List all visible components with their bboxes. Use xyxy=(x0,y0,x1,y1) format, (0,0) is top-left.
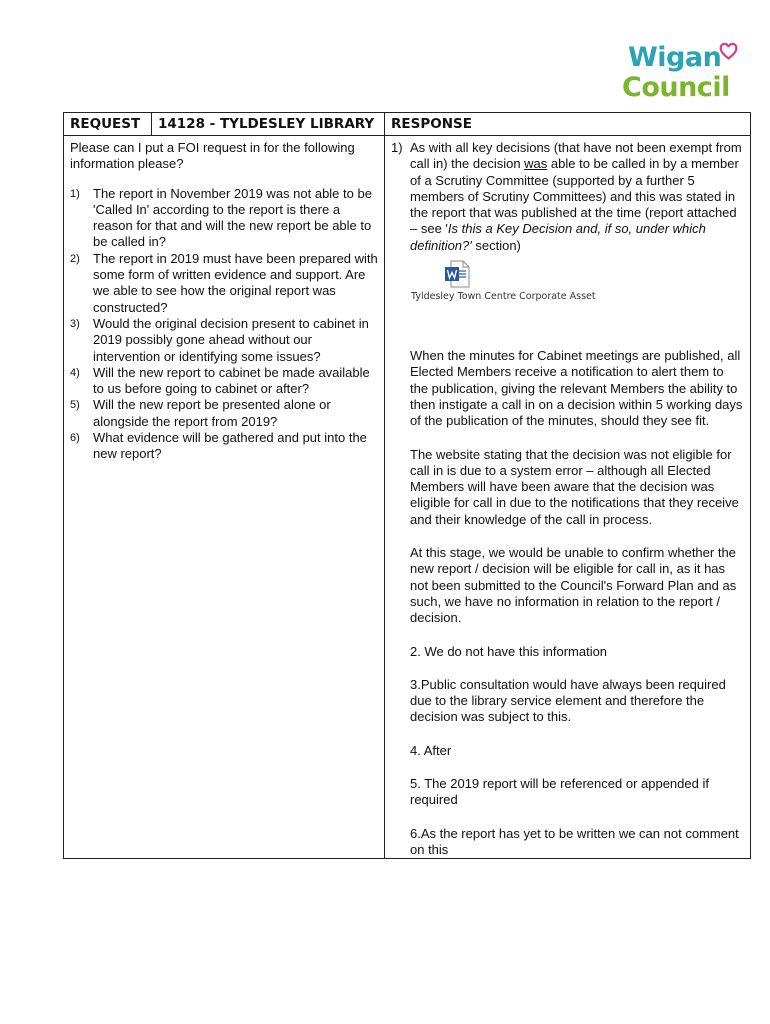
question-item: 5) Will the new report be presented alone or alongside the report from 2019? xyxy=(70,397,331,429)
response-6: 6.As the report has yet to be written we can not comment on this xyxy=(410,825,739,857)
response-minutes: When the minutes for Cabinet meetings are published, all Elected Members receive a notification to alert them to the publication, giving the relevant Members the ability to then instigate a call in on a decision within 5 working days of the publication of the minutes, should they see fit. xyxy=(410,348,743,429)
response-4: 4. After xyxy=(410,742,452,758)
question-item: 2) The report in 2019 must have been prepared with some form of written evidence and support. Are we able to see how the original report was constructed? xyxy=(70,250,378,315)
request-label: REQUEST xyxy=(64,113,152,136)
attachment[interactable] xyxy=(411,258,596,334)
response-3: 3.Public consultation would have always been required due to the library service element and therefore the decision was subject to this. xyxy=(410,676,726,725)
response-website: The website stating that the decision was not eligible for call in is due to a system error – although all Elected Members will have been aware that the decision was eligible for call in due to the notifications that they receive and their knowledge of the call in process. xyxy=(410,446,739,527)
foi-table xyxy=(63,112,751,859)
response-5: 5. The 2019 report will be referenced or appended if required xyxy=(410,776,709,808)
request-cell xyxy=(64,136,385,859)
response-2: 2. We do not have this information xyxy=(410,643,608,659)
question-list xyxy=(70,186,378,463)
question-item: 1) The report in November 2019 was not able to be 'Called In' according to the report is there a reason for that and will the new report be able to be called in? xyxy=(70,185,372,250)
logo-council-text: Council xyxy=(622,72,730,103)
body-row xyxy=(64,136,751,859)
response-1: 1) As with all key decisions (that have not been exempt from call in) the decision was able to be called in by a member of a Scrutiny Committee (supported by a further 5 members of Scrutiny Committees) and this was stated in the report that was published at the time (report attached – see 'Is this a Key Decision and, if so, under which definition?' section) xyxy=(391,140,742,253)
question-item: 6) What evidence will be gathered and put into the new report? xyxy=(70,430,367,462)
heart-icon xyxy=(720,44,737,60)
request-ref: 14128 - TYLDESLEY LIBRARY xyxy=(152,113,385,136)
header-row xyxy=(64,113,751,136)
response-cell xyxy=(385,136,751,859)
response-label: RESPONSE xyxy=(385,113,751,136)
word-document-icon xyxy=(444,260,470,288)
logo-wigan-text: Wigan xyxy=(628,42,722,73)
wigan-council-logo xyxy=(620,42,740,108)
question-item: 3) Would the original decision present to cabinet in 2019 possibly gone ahead without our intervention or identifying some issues? xyxy=(70,315,369,364)
request-intro: Please can I put a FOI request in for the following information please? xyxy=(70,140,355,172)
attachment-name: Tyldesley Town Centre Corporate Asset xyxy=(411,291,596,303)
question-item: 4) Will the new report to cabinet be made available to us before going to cabinet or after? xyxy=(70,364,370,397)
response-stage: At this stage, we would be unable to confirm whether the new report / decision will be eligible for call in, as it has not been submitted to the Council's Forward Plan and as such, we have no information in relation to the report / decision. xyxy=(410,545,737,626)
